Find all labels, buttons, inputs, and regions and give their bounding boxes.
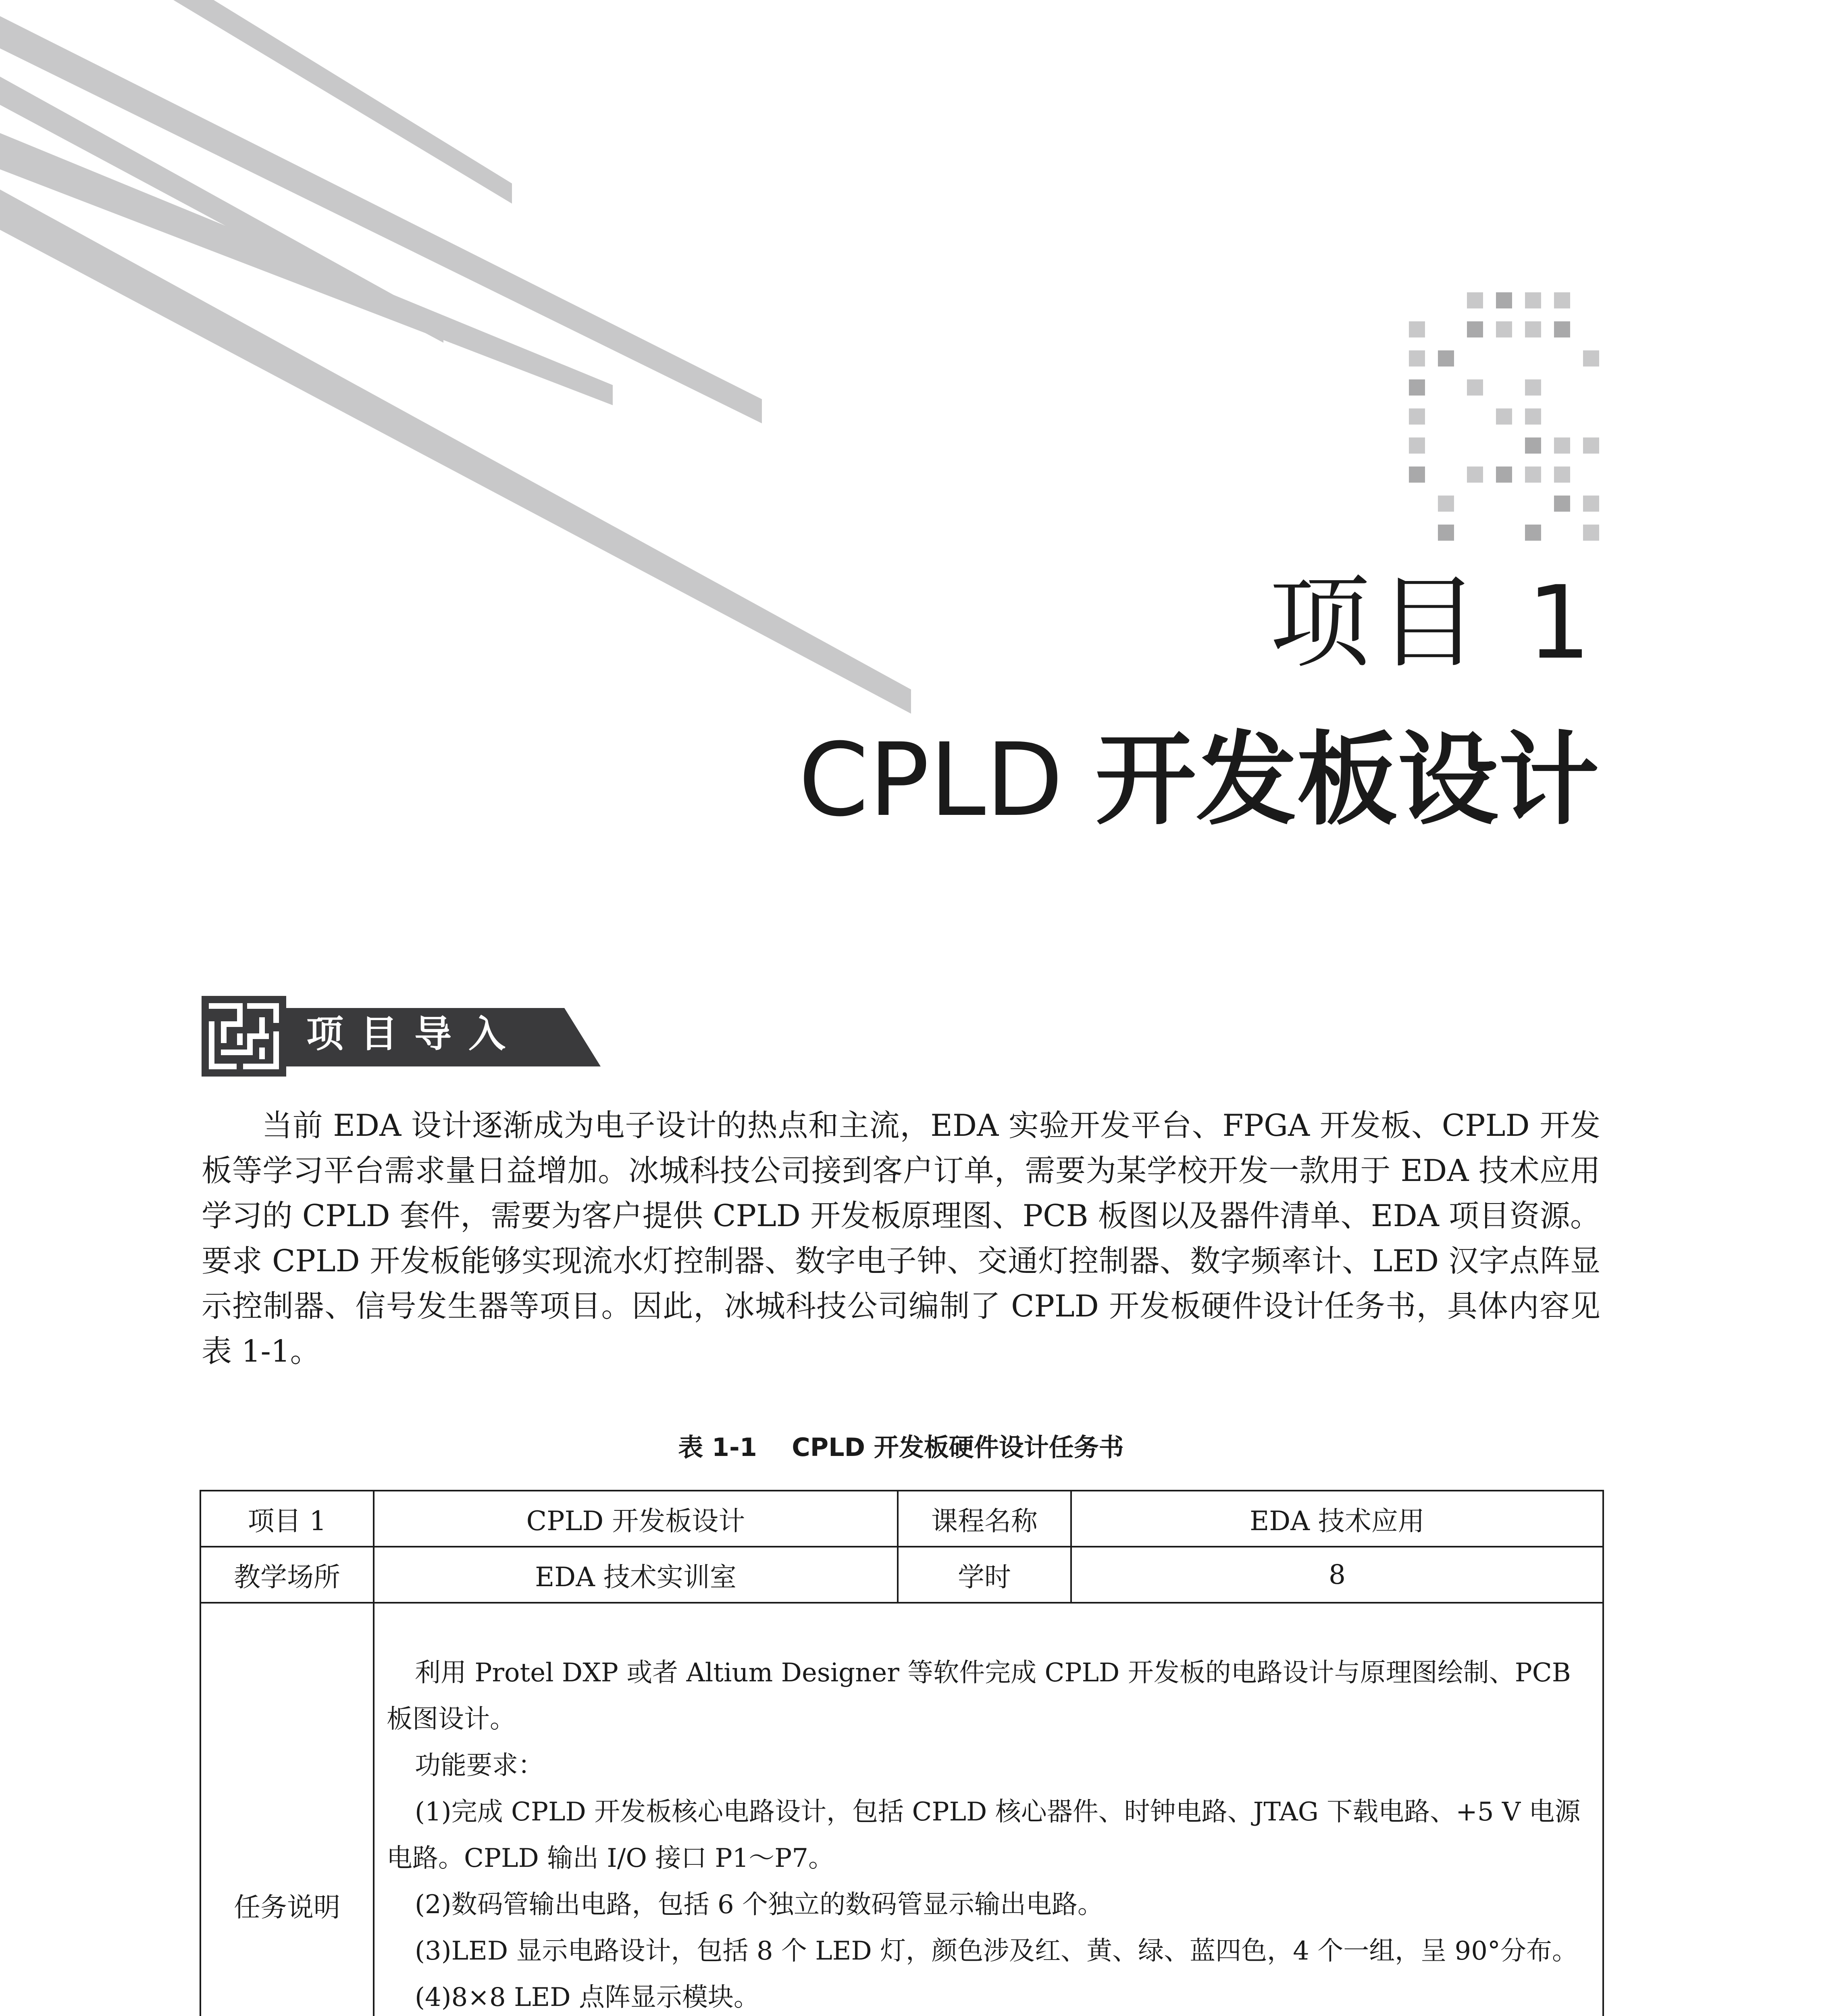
grid-dot xyxy=(1409,350,1425,367)
grid-dot xyxy=(1496,467,1512,483)
task-description-label: 任务说明 xyxy=(200,1603,374,2016)
grid-dot xyxy=(1554,292,1570,308)
grid-dot xyxy=(1554,321,1570,337)
description-line: (1)完成 CPLD 开发板核心电路设计，包括 CPLD 核心器件、时钟电路、JTAG 下载电路、+5 V 电源电路。CPLD 输出 I/O 接口 P1～P7。 xyxy=(387,1797,1581,1873)
task-table xyxy=(200,1490,1604,2016)
table-cell: 8 xyxy=(1071,1547,1603,1603)
grid-dot xyxy=(1409,379,1425,396)
chapter-number: 项目 1 xyxy=(1269,564,1599,681)
grid-dot xyxy=(1583,350,1599,367)
grid-dot xyxy=(1583,496,1599,512)
grid-dot xyxy=(1496,321,1512,337)
table-row xyxy=(200,1547,1603,1603)
grid-dot xyxy=(1554,467,1570,483)
chapter-title-latin: CPLD xyxy=(798,721,1095,839)
table-cell: 教学场所 xyxy=(200,1547,374,1603)
grid-dot xyxy=(1467,379,1483,396)
grid-dot xyxy=(1467,292,1483,308)
table-cell: CPLD 开发板设计 xyxy=(374,1491,898,1547)
grid-dot xyxy=(1496,292,1512,308)
chapter-title-cjk: 开发板设计 xyxy=(1095,721,1599,839)
table-row xyxy=(200,1603,1603,2016)
grid-dot xyxy=(1525,467,1541,483)
grid-dot xyxy=(1409,437,1425,454)
intro-paragraph: 当前 EDA 设计逐渐成为电子设计的热点和主流，EDA 实验开发平台、FPGA 开发板、CPLD 开发板等学习平台需求量日益增加。冰城科技公司接到客户订单，需要为某学校开发一款用于 EDA 技术应用学习的 CPLD 套件，需要为客户提供 CPLD 开发板原理图、PCB 板图以及器件清单、EDA 项目资源。要求 CPLD 开发板能够实现流水灯控制器、数字电子钟、交通灯控制器、数字频率计、LED 汉字点阵显示控制器、信号发生器等项目。因此，冰城科技公司编制了 CPLD 开发板硬件设计任务书，具体内容见表 1-1。 xyxy=(202,1108,1600,1369)
description-line: 功能要求： xyxy=(415,1751,544,1781)
grid-dot xyxy=(1583,437,1599,454)
table-cell: 课程名称 xyxy=(898,1491,1071,1547)
description-line: (3)LED 显示电路设计，包括 8 个 LED 灯，颜色涉及红、黄、绿、蓝四色，4 个一组，呈 90°分布。 xyxy=(415,1936,1578,1966)
grid-dot xyxy=(1438,350,1454,367)
table-row xyxy=(200,1491,1603,1547)
grid-dot xyxy=(1409,408,1425,425)
table-cell: 学时 xyxy=(898,1547,1071,1603)
description-line: 利用 Protel DXP 或者 Altium Designer 等软件完成 CPLD 开发板的电路设计与原理图绘制、PCB 板图设计。 xyxy=(387,1658,1571,1734)
table-cell: EDA 技术实训室 xyxy=(374,1547,898,1603)
grid-dot xyxy=(1467,321,1483,337)
grid-dot xyxy=(1525,321,1541,337)
grid-dot xyxy=(1525,292,1541,308)
grid-dot xyxy=(1525,408,1541,425)
table-caption: 表 1-1 CPLD 开发板硬件设计任务书 xyxy=(678,1433,1124,1462)
grid-dot xyxy=(1525,525,1541,541)
grid-dot xyxy=(1409,467,1425,483)
grid-dot xyxy=(1525,379,1541,396)
chapter-title xyxy=(798,721,1599,839)
grid-dot xyxy=(1554,437,1570,454)
grid-dot xyxy=(1467,467,1483,483)
description-line: (4)8×8 LED 点阵显示模块。 xyxy=(415,1983,759,2012)
grid-dot xyxy=(1583,525,1599,541)
grid-dot xyxy=(1496,408,1512,425)
grid-dot xyxy=(1438,496,1454,512)
grid-dot xyxy=(1409,321,1425,337)
grid-dot xyxy=(1554,496,1570,512)
table-cell: EDA 技术应用 xyxy=(1071,1491,1603,1547)
table-cell: 项目 1 xyxy=(200,1491,374,1547)
task-description-cell xyxy=(374,1603,1603,2016)
description-line: (2)数码管输出电路，包括 6 个独立的数码管显示输出电路。 xyxy=(415,1890,1104,1920)
grid-dot xyxy=(1525,437,1541,454)
section-label: 项目导入 xyxy=(306,1012,523,1056)
grid-dot xyxy=(1438,525,1454,541)
